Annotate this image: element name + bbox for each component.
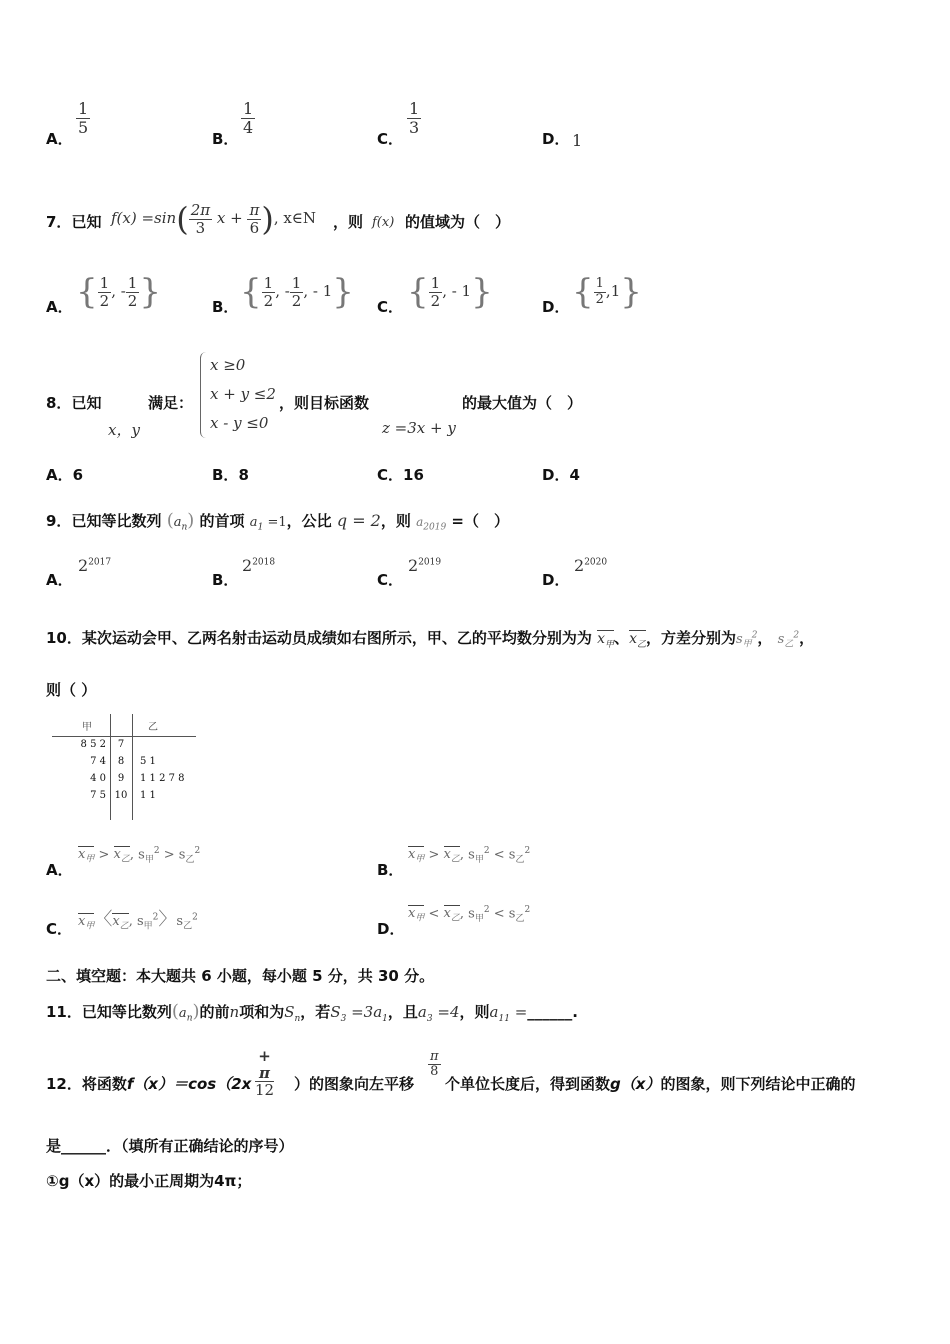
q8-mid: ，则目标函数 [279, 394, 370, 412]
q9-option-b-label: B． [212, 571, 239, 589]
q8-system-brace [200, 352, 207, 438]
q12-item-1: ①g（x）的最小正周期为4π； [46, 1172, 252, 1190]
q10-line-1: 10．某次运动会甲、乙两名射击运动员成绩如右图所示，甲、乙的平均数分别为为 $x_甲$、$x_乙$，方差分别为$s_甲^2$， $s_乙^2$， [46, 629, 815, 650]
q10-option-b: $x_甲 > x_乙$, $s_甲^2 < s_乙^2$ [408, 846, 531, 865]
q7-option-c: { $\frac{1}{2}$ , - 1} [407, 272, 493, 312]
q7-function: f(x) =sin( $\frac{2\pi}{3}$ x + $\frac{\pi}{6}$ ), x∈N [111, 200, 317, 238]
q9-option-c: $2^{2019}$ [408, 556, 442, 575]
q7-fx: f(x) [372, 215, 395, 230]
q10-option-c-label: C． [46, 920, 73, 938]
q10-option-d: $x_甲 < x_乙$, $s_甲^2 < s_乙^2$ [408, 905, 531, 924]
q12-lead: 12．将函数f（x）＝cos（2x [46, 1075, 252, 1093]
q7-option-d: { $\frac{1}{2}$ ,1} [572, 272, 642, 312]
q7-option-b: { $\frac{1}{2}$ , - $\frac{1}{2}$ , - 1} [240, 272, 354, 312]
q9-option-d: $2^{2020}$ [574, 556, 608, 575]
q12-t2: 个单位长度后，得到函数g（x）的图象，则下列结论中正确的 [445, 1075, 856, 1093]
q6-option-c-label: C． [377, 130, 404, 148]
q12-translate-frac: $\frac{\pi}{8}$ [430, 1049, 439, 1080]
q8-satisfy: 满足： [148, 394, 194, 412]
q8-option-d: D．4 [542, 466, 580, 484]
q8-option-c: C．16 [377, 466, 424, 484]
q9-option-a-label: A． [46, 571, 73, 589]
q6-option-b-label: B． [212, 130, 239, 148]
q7-option-d-label: D． [542, 298, 570, 316]
q7-option-c-label: C． [377, 298, 404, 316]
q10-option-d-label: D． [377, 920, 405, 938]
q6-option-a-frac: $\frac{1}{5}$ [78, 99, 89, 137]
stem-leaf-head-left: 甲 [82, 722, 92, 733]
q9-option-c-label: C． [377, 571, 404, 589]
q7-number: 7．已知 [46, 213, 102, 231]
q9-line: 9．已知等比数列 $(a_n)$ 的首项 $a_1 =1$，公比 q = 2，则 $a_{2019}$ =（ ） [46, 510, 509, 533]
stem-leaf-row-2: 7 4 8 5 1 [90, 756, 156, 767]
q8-constraint-1: x ≥0 [210, 356, 246, 374]
q8-vars: x，y [108, 421, 140, 439]
q11-line: 11．已知等比数列$(a_n)$的前n项和为$S_n$，若$S_3 =3a_1$，且$a_3 =4$，则$a_{11}$ =______. [46, 1001, 578, 1024]
q7-mid: ，则 [333, 213, 364, 231]
q6-option-a-label: A． [46, 130, 73, 148]
q10-option-a-label: A． [46, 861, 73, 879]
q12-t1: ）的图象向左平移 [294, 1075, 415, 1093]
q10-option-b-label: B． [377, 861, 404, 879]
q9-option-b: $2^{2018}$ [242, 556, 276, 575]
q7-tail: 的值域为（ ） [405, 213, 511, 231]
q8-number: 8．已知 [46, 394, 102, 412]
q6-option-c-frac: $\frac{1}{3}$ [409, 99, 420, 137]
stem-leaf-row-4: 7 5 10 1 1 [90, 790, 156, 801]
q8-constraint-3: x - y ≤0 [210, 414, 269, 432]
q10-option-a: $x_甲 > x_乙$, $s_甲^2 > s_乙^2$ [78, 846, 201, 865]
stem-leaf-head-right: 乙 [148, 722, 158, 733]
stem-leaf-row-3: 4 0 9 1 1 2 7 8 [90, 773, 185, 784]
stem-leaf-row-1: 8 5 2 7 [80, 739, 125, 750]
q6-option-d-label: D． [542, 130, 570, 148]
q7-option-b-label: B． [212, 298, 239, 316]
q8-option-a: A．6 [46, 466, 84, 484]
q8-target: z =3x + y [382, 419, 456, 437]
q8-constraint-2: x + y ≤2 [210, 385, 276, 403]
q6-option-d-value: 1 [572, 131, 583, 150]
q8-option-b: B．8 [212, 466, 249, 484]
q7-option-a: { $\frac{1}{2}$ , - $\frac{1}{2}$ } [76, 272, 161, 312]
q10-then: 则（ ） [46, 681, 97, 699]
q10-option-c: $x_甲$〈$x_乙$, $s_甲^2$〉$s_乙^2$ [78, 909, 198, 932]
q12-line-2: 是______．（填所有正确结论的序号） [46, 1137, 294, 1155]
section-heading: 二、填空题：本大题共 6 小题，每小题 5 分，共 30 分。 [46, 967, 435, 985]
q6-option-b-frac: $\frac{1}{4}$ [243, 99, 254, 137]
q7-option-a-label: A． [46, 298, 73, 316]
q9-option-a: $2^{2017}$ [78, 556, 112, 575]
q9-option-d-label: D． [542, 571, 570, 589]
q8-tail: 的最大值为（ ） [462, 394, 583, 412]
q12-shift-frac: + π 12 [255, 1047, 275, 1099]
